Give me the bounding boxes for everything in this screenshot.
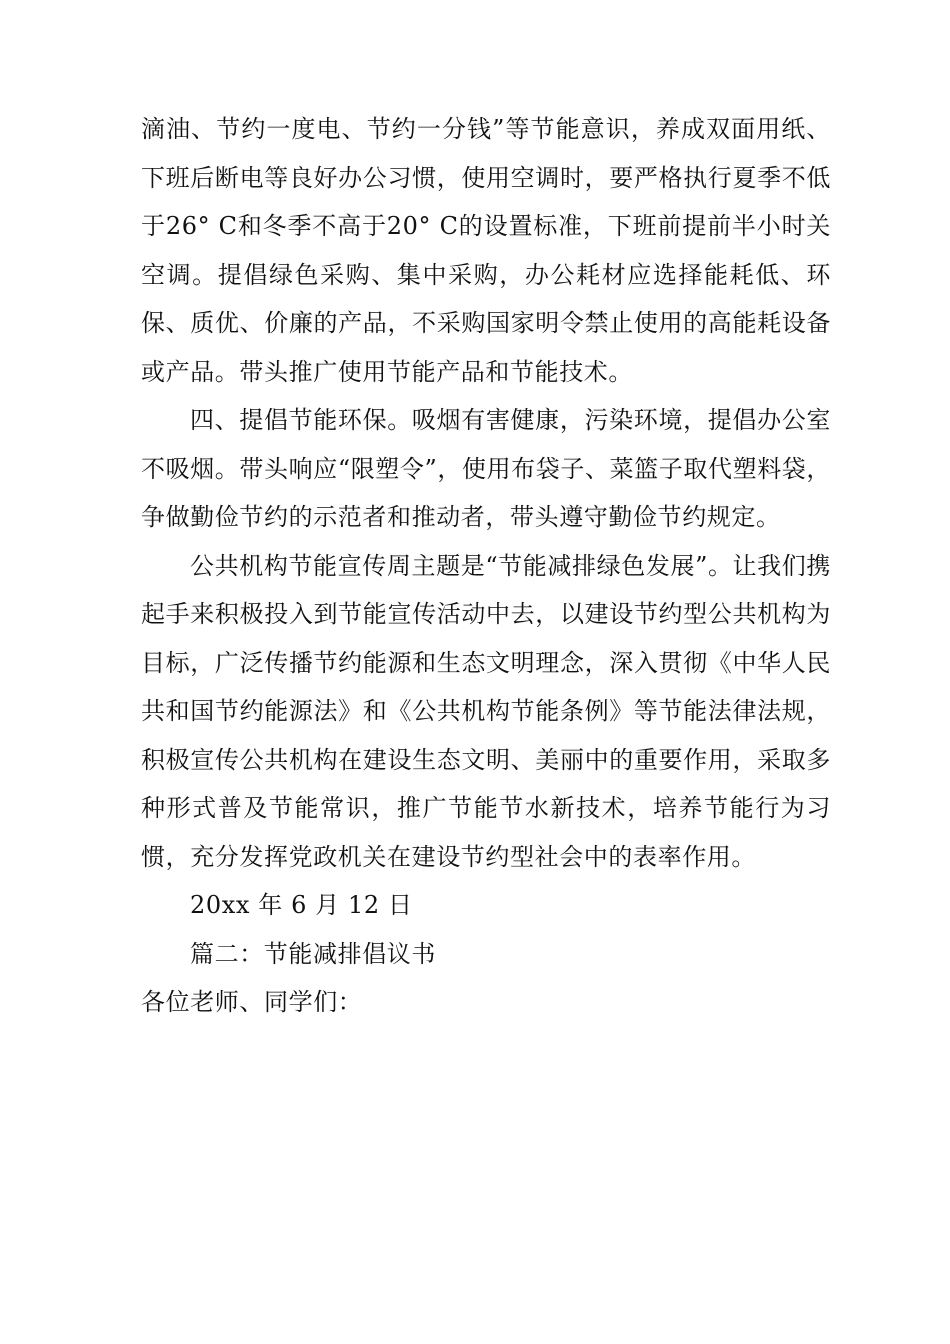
document-body — [141, 105, 831, 1027]
paragraph-section-four: 四、提倡节能环保。吸烟有害健康，污染环境，提倡办公室不吸烟。带头响应“限塑令”，使用布袋子、菜篮子取代塑料袋，争做勤俭节约的示范者和推动者，带头遵守勤俭节约规定。 — [141, 406, 831, 531]
section-title: 篇二：节能减排倡议书 — [190, 939, 436, 968]
greeting-line: 各位老师、同学们： — [141, 988, 363, 1016]
paragraph-continuation: 滴油、节约一度电、节约一分钱”等节能意识，养成双面用纸、下班后断电等良好办公习惯，使用空调时，要严格执行夏季不低于26° C和冬季不高于20° C的设置标准，下班前提前半小时关空调。提倡绿色采购、集中采购，办公耗材应选择能耗低、环保、质优、价廉的产品，不采购国家明令禁止使用的高能耗设备或产品。带头推广使用节能产品和节能技术。 — [141, 115, 831, 386]
paragraph-theme: 公共机构节能宣传周主题是“节能减排绿色发展”。让我们携起手来积极投入到节能宣传活动中去，以建设节约型公共机构为目标，广泛传播节约能源和生态文明理念，深入贯彻《中华人民共和国节约能源法》和《公共机构节能条例》等节能法律法规，积极宣传公共机构在建设生态文明、美丽中的重要作用，采取多种形式普及节能常识，推广节能节水新技术，培养节能行为习惯，充分发挥党政机关在建设节约型社会中的表率作用。 — [141, 551, 831, 871]
document-date: 20xx 年 6 月 12 日 — [190, 891, 413, 919]
